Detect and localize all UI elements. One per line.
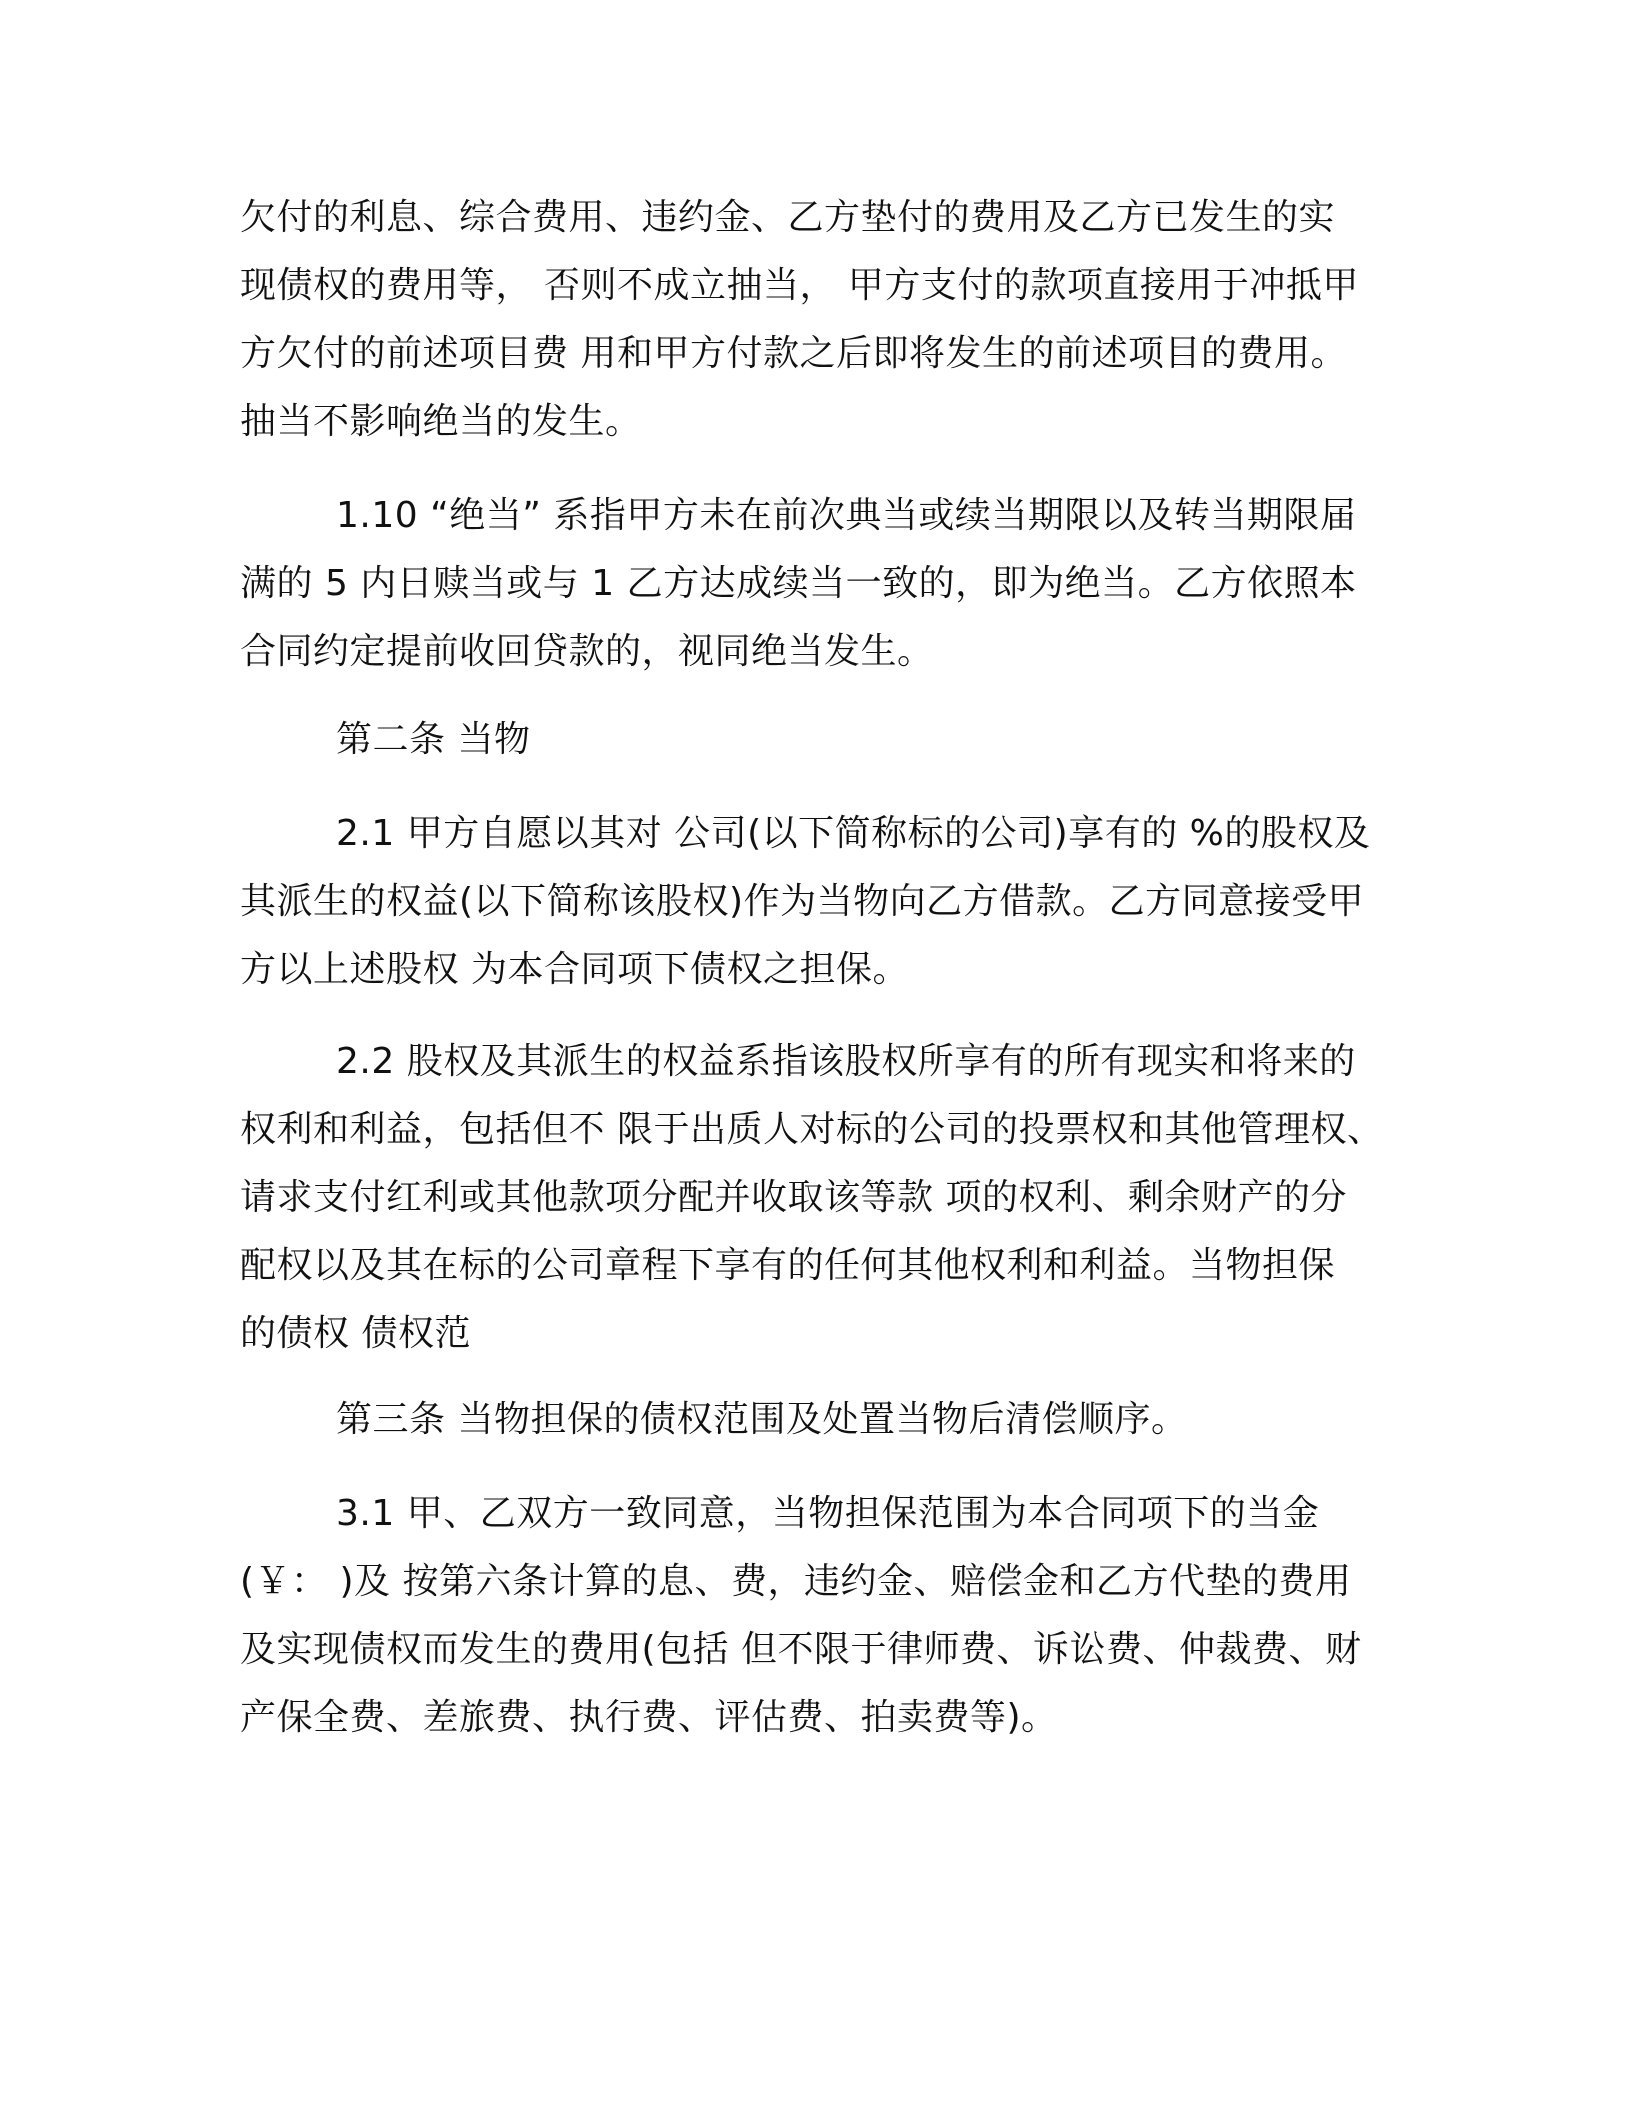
text-line: 方欠付的前述项目费 用和甲方付款之后即将发生的前述项目的费用。 bbox=[240, 333, 1347, 374]
text-line: 2.1 甲方自愿以其对 公司(以下简称标的公司)享有的 %的股权及 bbox=[336, 813, 1371, 854]
text-line: 及实现债权而发生的费用(包括 但不限于律师费、诉讼费、仲裁费、财 bbox=[240, 1629, 1362, 1670]
article-3-heading bbox=[240, 1386, 1380, 1454]
text-line: 第三条 当物担保的债权范围及处置当物后清偿顺序。 bbox=[336, 1399, 1188, 1440]
text-line: 配权以及其在标的公司章程下享有的任何其他权利和利益。当物担保 bbox=[240, 1245, 1336, 1286]
text-line: 抽当不影响绝当的发生。 bbox=[240, 401, 642, 442]
text-line: 的债权 债权范 bbox=[240, 1313, 471, 1354]
text-line: 3.1 甲、乙双方一致同意，当物担保范围为本合同项下的当金 bbox=[336, 1493, 1320, 1534]
text-line: 现债权的费用等， 否则不成立抽当， 甲方支付的款项直接用于冲抵甲 bbox=[240, 265, 1359, 306]
text-line: 合同约定提前收回贷款的，视同绝当发生。 bbox=[240, 631, 934, 672]
text-line: 第二条 当物 bbox=[336, 719, 531, 760]
paragraph-clause-2-1 bbox=[240, 800, 1380, 1004]
text-line: 产保全费、差旅费、执行费、评估费、拍卖费等)。 bbox=[240, 1697, 1058, 1738]
paragraph-clause-2-2 bbox=[240, 1028, 1384, 1368]
text-line: 满的 5 内日赎当或与 1 乙方达成续当一致的，即为绝当。乙方依照本 bbox=[240, 563, 1357, 604]
text-line: 权利和利益，包括但不 限于出质人对标的公司的投票权和其他管理权、 bbox=[240, 1109, 1384, 1150]
text-line: 方以上述股权 为本合同项下债权之担保。 bbox=[240, 949, 909, 990]
article-2-heading bbox=[240, 706, 1380, 774]
paragraph-clause-1-10 bbox=[240, 482, 1380, 686]
text-line: (￥： )及 按第六条计算的息、费，违约金、赔偿金和乙方代垫的费用 bbox=[240, 1561, 1352, 1602]
text-line: 欠付的利息、综合费用、违约金、乙方垫付的费用及乙方已发生的实 bbox=[240, 197, 1336, 238]
text-line: 2.2 股权及其派生的权益系指该股权所享有的所有现实和将来的 bbox=[336, 1041, 1356, 1082]
text-line: 1.10 “绝当” 系指甲方未在前次典当或续当期限以及转当期限届 bbox=[336, 495, 1357, 536]
paragraph-overdue-fees bbox=[240, 184, 1380, 456]
text-line: 其派生的权益(以下简称该股权)作为当物向乙方借款。乙方同意接受甲 bbox=[240, 881, 1365, 922]
paragraph-clause-3-1 bbox=[240, 1480, 1380, 1752]
text-line: 请求支付红利或其他款项分配并收取该等款 项的权利、剩余财产的分 bbox=[240, 1177, 1347, 1218]
